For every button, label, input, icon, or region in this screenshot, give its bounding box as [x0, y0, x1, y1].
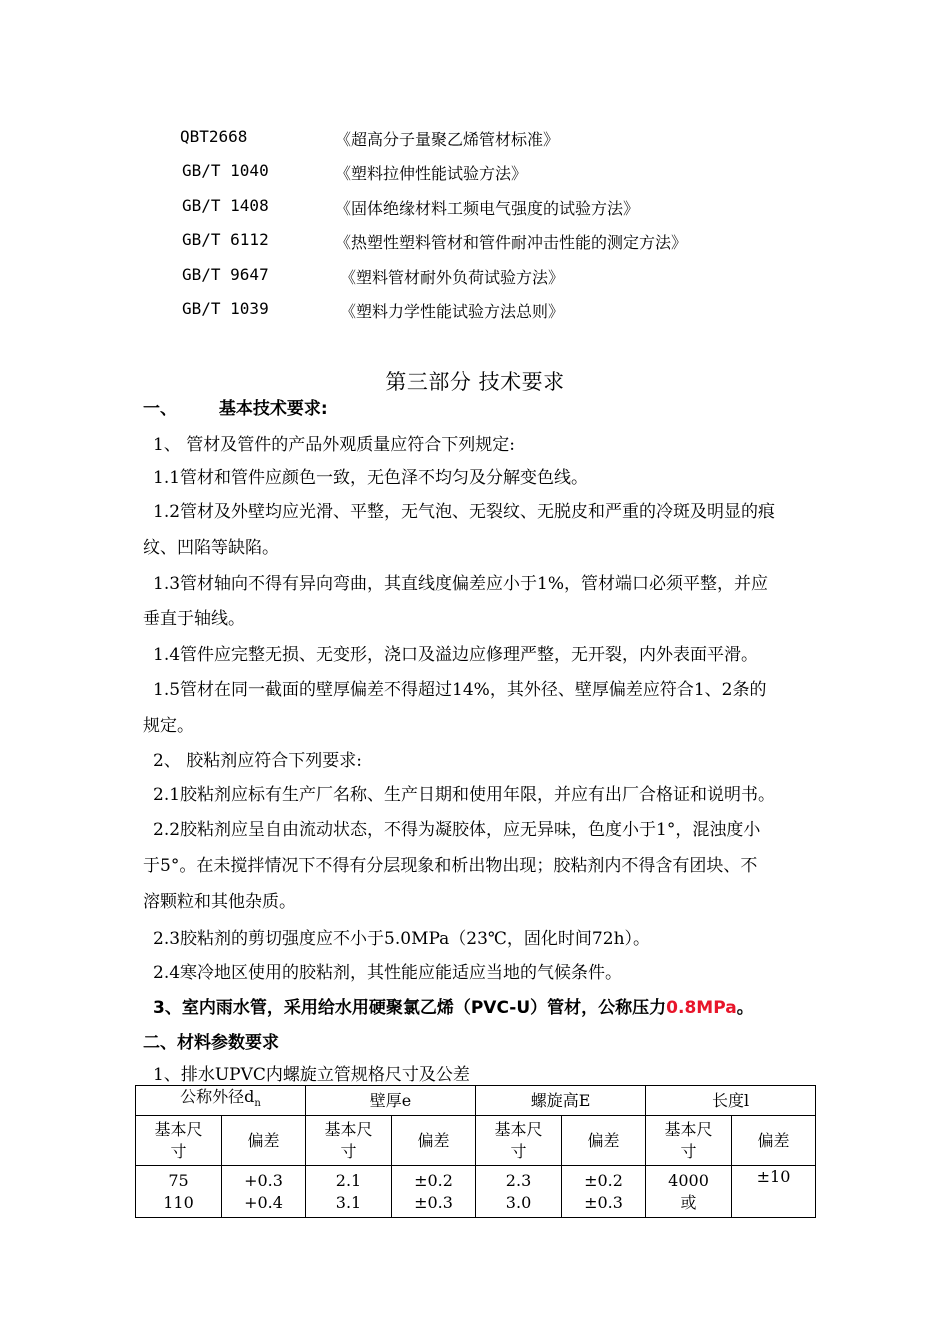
- item-2-1: 2.1胶粘剂应标有生产厂名称、生产日期和使用年限，并应有出厂合格证和说明书。: [153, 785, 776, 805]
- item-2-4: 2.4寒冷地区使用的胶粘剂，其性能应能适应当地的气候条件。: [153, 963, 623, 983]
- sub-deviation: 偏差: [392, 1116, 476, 1166]
- part2-heading: 二、材料参数要求: [143, 1033, 279, 1053]
- cell-diameter-deviation: +0.3 +0.4: [222, 1166, 306, 1218]
- item-2-2-line-3: 溶颗粒和其他杂质。: [143, 892, 296, 912]
- item-1-2-line-1: 1.2管材及外壁均应光滑、平整，无气泡、无裂纹、无脱皮和严重的冷斑及明显的痕: [153, 502, 776, 522]
- item-1-4: 1.4管件应完整无损、无变形，浇口及溢边应修理严整，无开裂，内外表面平滑。: [153, 645, 759, 665]
- item-3: [143, 993, 853, 1018]
- group-length: 长度l: [646, 1086, 816, 1116]
- standard-code: QBT2668: [180, 127, 248, 146]
- item-1-3-line-2: 垂直于轴线。: [143, 609, 245, 629]
- item-2: 2、 胶粘剂应符合下列要求:: [153, 751, 362, 771]
- sub-base-size: 基本尺 寸: [136, 1116, 222, 1166]
- standard-title: 《塑料管材耐外负荷试验方法》: [340, 268, 565, 287]
- standard-code: GB/T 1408: [182, 196, 269, 215]
- item-2-2-line-1: 2.2胶粘剂应呈自由流动状态，不得为凝胶体，应无异味，色度小于1°，混浊度小: [153, 820, 761, 840]
- standard-title: 《超高分子量聚乙烯管材标准》: [335, 130, 560, 149]
- table-caption: 1、排水UPVC内螺旋立管规格尺寸及公差: [153, 1065, 470, 1085]
- cell-diameter: 75 110: [136, 1166, 222, 1218]
- table-row: [136, 1166, 816, 1218]
- sub-deviation: 偏差: [222, 1116, 306, 1166]
- item-1-2-line-2: 纹、凹陷等缺陷。: [143, 538, 279, 558]
- cell-spiral-height-deviation: ±0.2 ±0.3: [562, 1166, 646, 1218]
- cell-thickness-deviation: ±0.2 ±0.3: [392, 1166, 476, 1218]
- item-2-2-line-2: 于5°。在未搅拌情况下不得有分层现象和析出物出现；胶粘剂内不得含有团块、不: [143, 856, 758, 876]
- item-3-text: 3、室内雨水管，采用给水用硬聚氯乙烯（PVC-U）管材，公称压力: [153, 998, 667, 1018]
- sub-base-size: 基本尺 寸: [646, 1116, 732, 1166]
- standard-code: GB/T 6112: [182, 230, 269, 249]
- section-title: 第三部分 技术要求: [385, 370, 565, 394]
- standard-title: 《固体绝缘材料工频电气强度的试验方法》: [335, 199, 640, 218]
- spec-table: [135, 1085, 816, 1218]
- item-1: 1、 管材及管件的产品外观质量应符合下列规定:: [153, 435, 515, 455]
- part1-heading-text: 基本技术要求:: [218, 399, 328, 419]
- sub-deviation: 偏差: [562, 1116, 646, 1166]
- standard-code: GB/T 9647: [182, 265, 269, 284]
- cell-length: 4000 或: [646, 1166, 732, 1218]
- sub-deviation: 偏差: [732, 1116, 816, 1166]
- item-1-3-line-1: 1.3管材轴向不得有异向弯曲，其直线度偏差应小于1%，管材端口必须平整，并应: [153, 574, 769, 594]
- cell-spiral-height: 2.3 3.0: [476, 1166, 562, 1218]
- cell-length-deviation: ±10: [732, 1166, 816, 1218]
- cell-thickness: 2.1 3.1: [306, 1166, 392, 1218]
- table-sub-header: [136, 1116, 816, 1166]
- group-spiral-height: 螺旋高E: [476, 1086, 646, 1116]
- part1-heading-number: 一、: [143, 399, 177, 419]
- group-wall-thickness: 壁厚e: [306, 1086, 476, 1116]
- table-group-header: [136, 1086, 816, 1116]
- sub-base-size: 基本尺 寸: [306, 1116, 392, 1166]
- part1-heading: [143, 394, 843, 419]
- item-2-3: 2.3胶粘剂的剪切强度应不小于5.0MPa（23℃，固化时间72h）。: [153, 929, 651, 949]
- standard-title: 《塑料力学性能试验方法总则》: [340, 302, 565, 321]
- item-1-5-line-1: 1.5管材在同一截面的壁厚偏差不得超过14%，其外径、壁厚偏差应符合1、2条的: [153, 680, 767, 700]
- pressure-value: 0.8MPa: [666, 998, 737, 1018]
- item-3-end: 。: [736, 998, 754, 1018]
- standard-title: 《热塑性塑料管材和管件耐冲击性能的测定方法》: [335, 233, 688, 252]
- group-outer-diameter: 公称外径$d_n$: [136, 1086, 306, 1116]
- standard-code: GB/T 1039: [182, 299, 269, 318]
- item-1-5-line-2: 规定。: [143, 716, 194, 736]
- standard-code: GB/T 1040: [182, 161, 269, 180]
- standard-title: 《塑料拉伸性能试验方法》: [335, 164, 528, 183]
- item-1-1: 1.1管材和管件应颜色一致，无色泽不均匀及分解变色线。: [153, 468, 589, 488]
- sub-base-size: 基本尺 寸: [476, 1116, 562, 1166]
